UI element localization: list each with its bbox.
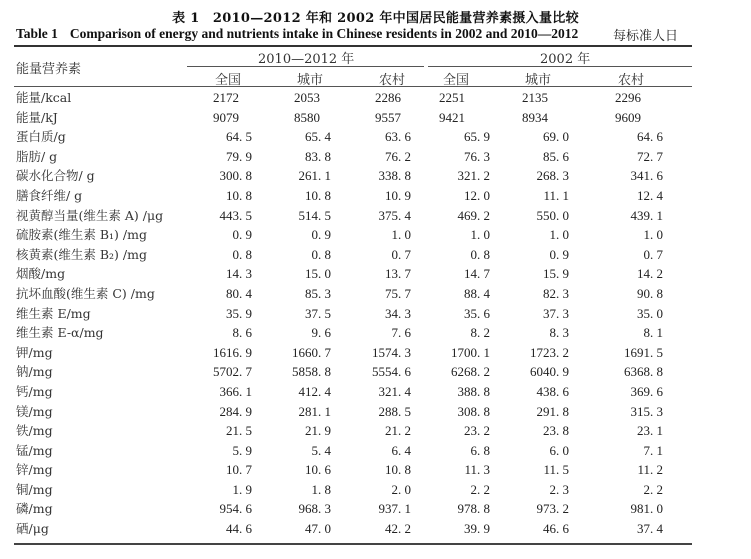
table-cell: 5554. 6 (372, 364, 411, 380)
table-cell: 7. 6 (391, 325, 411, 341)
table-cell: 39. 9 (464, 521, 490, 537)
row-label: 锌/mg (16, 462, 53, 478)
table-cell: 2251 (439, 90, 465, 105)
table-cell: 514. 5 (298, 207, 331, 223)
table-cell: 10. 9 (385, 187, 411, 203)
unit-note: 每标准人日 (613, 29, 679, 44)
table-cell: 291. 8 (536, 403, 569, 419)
table-row (0, 480, 751, 500)
table-cell: 268. 3 (536, 168, 569, 184)
table-cell: 11. 1 (543, 187, 569, 203)
table-row (0, 499, 751, 519)
table-cell: 47. 0 (305, 521, 331, 537)
table-cell: 65. 9 (464, 129, 490, 145)
table-cell: 15. 0 (305, 266, 331, 282)
table-cell: 284. 9 (219, 403, 252, 419)
table-cell: 10. 7 (226, 462, 252, 478)
table-cell: 1. 0 (470, 227, 490, 243)
table-cell: 64. 6 (637, 129, 663, 145)
table-cell: 6. 0 (549, 442, 569, 458)
table-cell: 64. 5 (226, 129, 252, 145)
table-cell: 90. 8 (637, 285, 663, 301)
row-label: 烟酸/mg (16, 266, 66, 282)
table-row (0, 343, 751, 363)
table-cell: 11. 5 (543, 462, 569, 478)
table-cell: 69. 0 (543, 129, 569, 145)
table-cell: 438. 6 (536, 383, 569, 399)
table-row (0, 362, 751, 382)
row-label: 碳水化合物/ g (16, 168, 95, 184)
table-cell: 8. 2 (470, 325, 490, 341)
table-cell: 23. 8 (543, 423, 569, 439)
table-cell: 443. 5 (219, 207, 252, 223)
table-cell: 281. 1 (298, 403, 331, 419)
table-cell: 973. 2 (536, 501, 569, 517)
header-rule (14, 86, 692, 87)
table-row (0, 519, 751, 539)
row-label: 钙/mg (16, 383, 53, 399)
table-cell: 1700. 1 (451, 344, 490, 360)
row-label: 能量/kJ (16, 109, 58, 125)
table-cell: 2. 0 (391, 481, 411, 497)
table-cell: 369. 6 (630, 383, 663, 399)
table-title-chinese: 表 1 2010—2012 年和 2002 年中国居民能量营养素摄入量比较 (172, 11, 579, 26)
table-cell: 2172 (213, 90, 239, 105)
table-cell: 9. 6 (311, 325, 331, 341)
column-header-urban-2002: 城市 (524, 73, 552, 88)
table-cell: 375. 4 (378, 207, 411, 223)
row-label: 抗坏血酸(维生素 C) /mg (16, 285, 155, 301)
table-cell: 0. 9 (549, 246, 569, 262)
row-label: 钾/mg (16, 344, 53, 360)
row-label: 维生素 E/mg (16, 305, 91, 321)
table-cell: 1. 0 (549, 227, 569, 243)
table-cell: 6. 8 (470, 442, 490, 458)
table-cell: 321. 2 (457, 168, 490, 184)
table-cell: 76. 2 (385, 148, 411, 164)
table-cell: 1691. 5 (624, 344, 663, 360)
table-cell: 0. 7 (391, 246, 411, 262)
table-cell: 76. 3 (464, 148, 490, 164)
column-header-rural-2002: 农村 (617, 73, 645, 88)
table-title-text: Comparison of energy and nutrients intake in Chinese residents in 2002 and 2010—2012 (69, 26, 579, 41)
table-cell: 37. 5 (305, 305, 331, 321)
column-header-national-2002: 全国 (442, 73, 470, 88)
column-group-2010-2012: 2010—2012 年 (258, 52, 355, 67)
row-label: 视黄醇当量(维生素 A) /μg (16, 207, 164, 223)
table-cell: 981. 0 (630, 501, 663, 517)
table-cell: 21. 9 (305, 423, 331, 439)
table-cell: 550. 0 (536, 207, 569, 223)
table-cell: 6368. 8 (624, 364, 663, 380)
table-cell: 1723. 2 (530, 344, 569, 360)
table-cell: 8580 (294, 109, 320, 125)
row-label: 硒/μg (16, 521, 49, 537)
table-cell: 1. 0 (391, 227, 411, 243)
table-cell: 0. 8 (311, 246, 331, 262)
table-cell: 9609 (615, 109, 641, 125)
table-cell: 968. 3 (298, 501, 331, 517)
table-cell: 5. 4 (311, 442, 331, 458)
table-cell: 35. 9 (226, 305, 252, 321)
table-cell: 11. 2 (637, 462, 663, 478)
table-row (0, 245, 751, 265)
table-cell: 5. 9 (232, 442, 252, 458)
table-cell: 1574. 3 (372, 344, 411, 360)
table-cell: 0. 9 (232, 227, 252, 243)
table-cell: 80. 4 (226, 285, 252, 301)
table-cell: 8. 1 (643, 325, 663, 341)
table-cell: 11. 3 (464, 462, 490, 478)
table-cell: 7. 1 (643, 442, 663, 458)
table-cell: 75. 7 (385, 285, 411, 301)
table-cell: 937. 1 (378, 501, 411, 517)
table-cell: 2. 2 (643, 481, 663, 497)
table-cell: 35. 0 (637, 305, 663, 321)
table-cell: 44. 6 (226, 521, 252, 537)
row-label: 膳食纤维/ g (16, 187, 83, 203)
table-cell: 9557 (375, 109, 401, 125)
table-cell: 315. 3 (630, 403, 663, 419)
table-title-english (16, 26, 578, 42)
table-cell: 6. 4 (391, 442, 411, 458)
table-cell: 6040. 9 (530, 364, 569, 380)
row-label: 硫胺素(维生素 B₁) /mg (16, 227, 147, 243)
table-row (0, 323, 751, 343)
row-label: 钠/mg (16, 364, 53, 380)
top-rule (14, 45, 692, 47)
column-header-urban-2010: 城市 (296, 73, 324, 88)
column-header-rural-2010: 农村 (378, 73, 406, 88)
row-label: 蛋白质/g (16, 129, 66, 145)
table-cell: 79. 9 (226, 148, 252, 164)
table-cell: 412. 4 (298, 383, 331, 399)
table-row (0, 108, 751, 128)
table-cell: 34. 3 (385, 305, 411, 321)
table-cell: 10. 8 (226, 187, 252, 203)
table-cell: 82. 3 (543, 285, 569, 301)
table-row (0, 88, 751, 108)
table-row (0, 127, 751, 147)
table-cell: 9079 (213, 109, 239, 125)
table-cell: 0. 7 (643, 246, 663, 262)
table-cell: 1. 0 (643, 227, 663, 243)
table-cell: 338. 8 (378, 168, 411, 184)
table-cell: 9421 (439, 109, 465, 125)
table-cell: 10. 8 (385, 462, 411, 478)
table-cell: 8. 3 (549, 325, 569, 341)
table-cell: 261. 1 (298, 168, 331, 184)
row-label: 核黄素(维生素 B₂) /mg (16, 246, 147, 262)
table-cell: 5858. 8 (292, 364, 331, 380)
table-cell: 46. 6 (543, 521, 569, 537)
table-cell: 1660. 7 (292, 344, 331, 360)
table-cell: 72. 7 (637, 148, 663, 164)
table-cell: 2135 (522, 90, 548, 105)
table-cell: 12. 4 (637, 187, 663, 203)
table-cell: 5702. 7 (213, 364, 252, 380)
table-row (0, 206, 751, 226)
table-body (0, 88, 751, 539)
row-label: 磷/mg (16, 501, 53, 517)
table-cell: 35. 6 (464, 305, 490, 321)
table-cell: 63. 6 (385, 129, 411, 145)
column-group-2002: 2002 年 (540, 52, 591, 67)
table-cell: 85. 6 (543, 148, 569, 164)
table-cell: 83. 8 (305, 148, 331, 164)
table-cell: 8. 6 (232, 325, 252, 341)
table-cell: 8934 (522, 109, 548, 125)
table-cell: 37. 3 (543, 305, 569, 321)
table-cell: 1. 9 (232, 481, 252, 497)
table-row (0, 264, 751, 284)
table-row (0, 186, 751, 206)
row-label: 维生素 E-α/mg (16, 325, 104, 341)
table-cell: 469. 2 (457, 207, 490, 223)
table-row (0, 402, 751, 422)
table-cell: 88. 4 (464, 285, 490, 301)
table-cell: 288. 5 (378, 403, 411, 419)
table-cell: 1616. 9 (213, 344, 252, 360)
table-cell: 21. 2 (385, 423, 411, 439)
row-header-label: 能量营养素 (16, 62, 82, 77)
table-cell: 439. 1 (630, 207, 663, 223)
table-cell: 10. 8 (305, 187, 331, 203)
table-cell: 85. 3 (305, 285, 331, 301)
table-cell: 23. 1 (637, 423, 663, 439)
table-cell: 954. 6 (219, 501, 252, 517)
table-row (0, 225, 751, 245)
table-cell: 14. 7 (464, 266, 490, 282)
table-cell: 65. 4 (305, 129, 331, 145)
table-cell: 15. 9 (543, 266, 569, 282)
table-row (0, 460, 751, 480)
table-cell: 1. 8 (311, 481, 331, 497)
table-row (0, 147, 751, 167)
table-cell: 2. 3 (549, 481, 569, 497)
table-cell: 14. 3 (226, 266, 252, 282)
table-row (0, 284, 751, 304)
table-row (0, 382, 751, 402)
table-cell: 2286 (375, 90, 401, 105)
table-number-label: Table 1 (16, 26, 58, 41)
row-label: 铜/mg (16, 481, 53, 497)
table-row (0, 166, 751, 186)
row-label: 脂肪/ g (16, 148, 58, 164)
table-cell: 10. 6 (305, 462, 331, 478)
table-row (0, 421, 751, 441)
table-cell: 308. 8 (457, 403, 490, 419)
table-cell: 0. 8 (232, 246, 252, 262)
table-cell: 366. 1 (219, 383, 252, 399)
table-cell: 23. 2 (464, 423, 490, 439)
table-cell: 0. 9 (311, 227, 331, 243)
column-header-national-2010: 全国 (214, 73, 242, 88)
table-row (0, 441, 751, 461)
table-cell: 978. 8 (457, 501, 490, 517)
table-cell: 341. 6 (630, 168, 663, 184)
table-cell: 321. 4 (378, 383, 411, 399)
row-label: 铁/mg (16, 423, 53, 439)
table-row (0, 304, 751, 324)
table-cell: 14. 2 (637, 266, 663, 282)
table-cell: 388. 8 (457, 383, 490, 399)
table-cell: 300. 8 (219, 168, 252, 184)
table-cell: 2053 (294, 90, 320, 105)
table-cell: 2. 2 (470, 481, 490, 497)
row-label: 镁/mg (16, 403, 53, 419)
bottom-rule (14, 543, 692, 545)
table-cell: 6268. 2 (451, 364, 490, 380)
table-cell: 13. 7 (385, 266, 411, 282)
table-cell: 42. 2 (385, 521, 411, 537)
table-cell: 2296 (615, 90, 641, 105)
table-cell: 0. 8 (470, 246, 490, 262)
table-cell: 12. 0 (464, 187, 490, 203)
table-cell: 37. 4 (637, 521, 663, 537)
row-label: 锰/mg (16, 442, 53, 458)
row-label: 能量/kcal (16, 90, 72, 105)
table-cell: 21. 5 (226, 423, 252, 439)
